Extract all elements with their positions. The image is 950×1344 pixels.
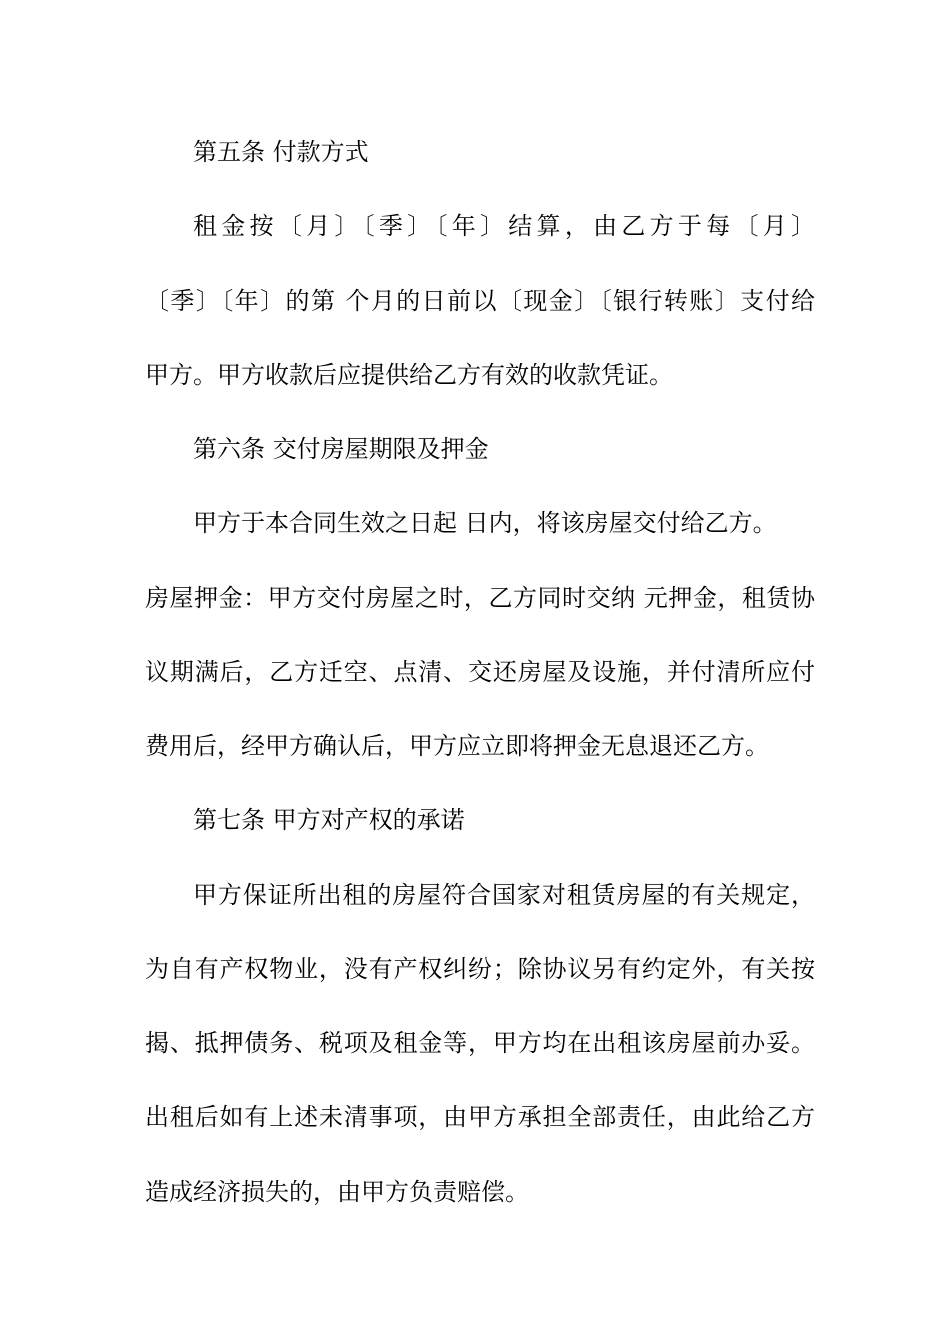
article-7-line-2: 为自有产权物业，没有产权纠纷；除协议另有约定外，有关按 (145, 955, 815, 983)
article-6-line-1: 甲方于本合同生效之日起 日内，将该房屋交付给乙方。 (193, 509, 777, 537)
article-7-line-5: 造成经济损失的，由甲方负责赔偿。 (145, 1178, 529, 1206)
article-6-line-4: 费用后，经甲方确认后，甲方应立即将押金无息退还乙方。 (145, 732, 769, 760)
article-5-line-2: 〔季〕〔年〕的第 个月的日前以〔现金〕〔银行转账〕支付给 (145, 287, 815, 315)
article-7-line-3: 揭、抵押债务、税项及租金等，甲方均在出租该房屋前办妥。 (145, 1029, 815, 1057)
article-5-line-1: 租金按〔月〕〔季〕〔年〕结算，由乙方于每〔月〕 (193, 212, 815, 240)
article-5-line-3: 甲方。甲方收款后应提供给乙方有效的收款凭证。 (145, 361, 673, 389)
article-5-heading: 第五条 付款方式 (193, 138, 369, 166)
article-7-line-4: 出租后如有上述未清事项，由甲方承担全部责任，由此给乙方 (145, 1103, 815, 1131)
article-7-line-1: 甲方保证所出租的房屋符合国家对租赁房屋的有关规定， (193, 881, 815, 909)
article-6-heading: 第六条 交付房屋期限及押金 (193, 435, 489, 463)
article-7-heading: 第七条 甲方对产权的承诺 (193, 806, 465, 834)
article-6-line-2: 房屋押金：甲方交付房屋之时，乙方同时交纳 元押金，租赁协 (145, 584, 815, 612)
article-6-line-3: 议期满后，乙方迁空、点清、交还房屋及设施，并付清所应付 (145, 658, 815, 686)
